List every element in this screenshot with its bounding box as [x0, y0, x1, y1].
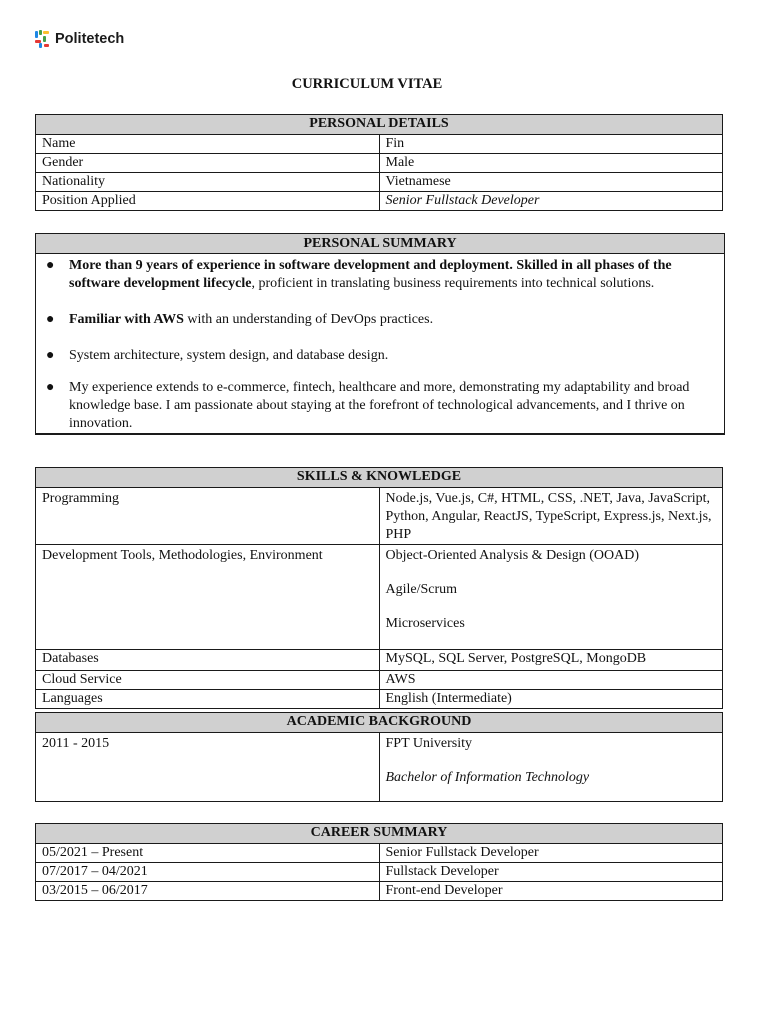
- list-item: [46, 347, 718, 365]
- career-period: 03/2015 – 06/2017: [36, 882, 380, 901]
- field-value: Vietnamese: [379, 173, 723, 192]
- table-row: [36, 488, 723, 545]
- skill-label: Databases: [36, 650, 380, 671]
- section-heading: PERSONAL SUMMARY: [36, 234, 724, 254]
- summary-highlight: More than 9 years of experience in software development and deployment. Skilled in all phases of the software development lifecycle: [69, 258, 672, 291]
- skill-value: AWS: [379, 671, 723, 690]
- academic-detail: [379, 733, 723, 802]
- table-row: [36, 882, 723, 901]
- section-heading: SKILLS & KNOWLEDGE: [36, 468, 723, 488]
- table-row: [36, 192, 723, 211]
- skill-item: Agile/Scrum: [385, 582, 458, 597]
- logo-mark-piece: [43, 31, 49, 34]
- section-heading: ACADEMIC BACKGROUND: [36, 713, 723, 733]
- degree-name: Bachelor of Information Technology: [385, 770, 590, 785]
- list-item: [46, 379, 718, 433]
- logo-text: Politetech: [55, 31, 125, 47]
- career-table: [35, 823, 723, 901]
- table-row: [36, 135, 723, 154]
- skill-label: Development Tools, Methodologies, Environment: [36, 545, 380, 650]
- logo-mark-piece: [39, 43, 42, 48]
- logo-mark-icon: [35, 30, 50, 48]
- table-row: [36, 844, 723, 863]
- field-label: Gender: [36, 154, 380, 173]
- section-heading: CAREER SUMMARY: [36, 824, 723, 844]
- summary-text: with an understanding of DevOps practices.: [183, 312, 434, 327]
- academic-period: 2011 - 2015: [36, 733, 380, 802]
- logo-mark-piece: [35, 31, 38, 38]
- skill-label: Cloud Service: [36, 671, 380, 690]
- skill-value: English (Intermediate): [379, 690, 723, 709]
- field-label: Name: [36, 135, 380, 154]
- skill-label: Languages: [36, 690, 380, 709]
- skills-table: [35, 467, 723, 709]
- field-value: Senior Fullstack Developer: [379, 192, 723, 211]
- table-row: [36, 690, 723, 709]
- logo-mark-piece: [44, 44, 49, 47]
- career-role: Fullstack Developer: [379, 863, 723, 882]
- table-row: [36, 650, 723, 671]
- summary-text: System architecture, system design, and database design.: [69, 348, 389, 363]
- field-label: Position Applied: [36, 192, 380, 211]
- career-role: Senior Fullstack Developer: [379, 844, 723, 863]
- skill-item: Object-Oriented Analysis & Design (OOAD): [385, 548, 640, 563]
- section-heading: PERSONAL DETAILS: [36, 115, 723, 135]
- table-row: [36, 733, 723, 802]
- field-label: Nationality: [36, 173, 380, 192]
- skill-item: Microservices: [385, 616, 465, 631]
- skill-label: Programming: [36, 488, 380, 545]
- bullet-icon: ●: [46, 312, 55, 327]
- summary-text: My experience extends to e-commerce, fintech, healthcare and more, demonstrating my adaptability and broad knowledge base. I am passionate about staying at the forefront of technological advancements, and I thrive on innovation.: [69, 380, 690, 431]
- skill-value: [379, 545, 723, 650]
- field-value: Male: [379, 154, 723, 173]
- career-period: 07/2017 – 04/2021: [36, 863, 380, 882]
- bullet-icon: ●: [46, 348, 55, 363]
- personal-summary-section: [35, 233, 725, 435]
- skill-value: Node.js, Vue.js, C#, HTML, CSS, .NET, Java, JavaScript, Python, Angular, ReactJS, TypeScript, Express.js, Next.js, PHP: [379, 488, 723, 545]
- summary-highlight: Familiar with AWS: [69, 312, 184, 327]
- logo-mark-piece: [39, 30, 42, 35]
- bullet-icon: ●: [46, 380, 55, 395]
- summary-text: , proficient in translating business requirements into technical solutions.: [251, 276, 655, 291]
- school-name: FPT University: [385, 736, 472, 751]
- document-title: CURRICULUM VITAE: [291, 76, 443, 92]
- list-item: [46, 311, 718, 329]
- summary-list: [36, 254, 724, 433]
- logo-mark-piece: [43, 36, 46, 42]
- field-value: Fin: [379, 135, 723, 154]
- list-item: [46, 257, 718, 293]
- career-period: 05/2021 – Present: [36, 844, 380, 863]
- table-row: [36, 671, 723, 690]
- company-logo: [35, 29, 124, 49]
- career-role: Front-end Developer: [379, 882, 723, 901]
- personal-details-table: [35, 114, 723, 211]
- table-row: [36, 154, 723, 173]
- table-row: [36, 863, 723, 882]
- skill-value: MySQL, SQL Server, PostgreSQL, MongoDB: [379, 650, 723, 671]
- bullet-icon: ●: [46, 258, 55, 273]
- table-row: [36, 545, 723, 650]
- academic-table: [35, 712, 723, 802]
- table-row: [36, 173, 723, 192]
